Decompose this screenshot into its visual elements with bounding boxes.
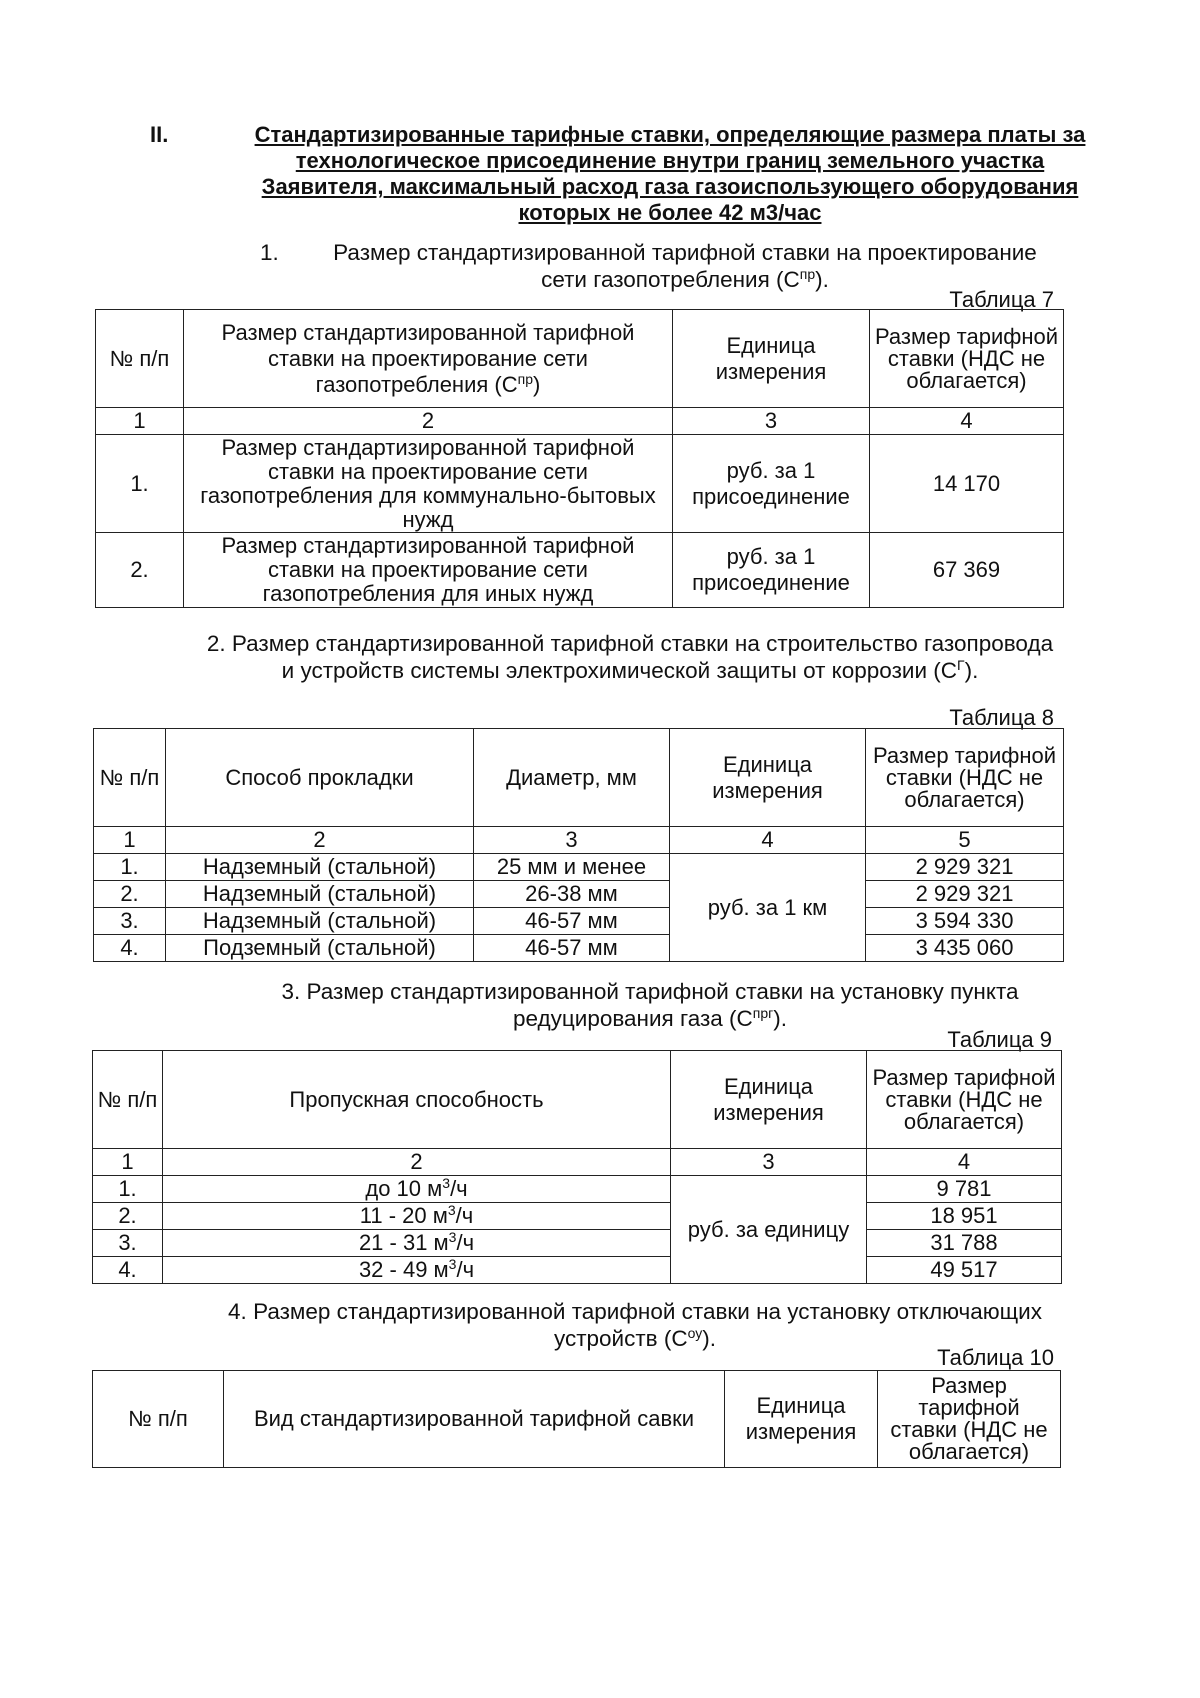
index-cell: 3	[671, 1149, 867, 1176]
subsection-1-line2: сети газопотребления $(С^{пр})$.	[541, 266, 829, 292]
subsection-2-line2: и устройств системы электрохимической защиты от коррозии $(С^Г)$.	[281, 657, 979, 683]
section-title-line: которых не более 42 м3/час	[518, 200, 822, 225]
section-title-line: Стандартизированные тарифные ставки, определяющие размера платы за	[254, 122, 1086, 147]
row-number: 2.	[94, 881, 166, 908]
table-row	[96, 435, 1064, 533]
rate-value: 67 369	[870, 533, 1064, 608]
rate-value: 31 788	[867, 1230, 1062, 1257]
tariff-name-header: Размер стандартизированной тарифной ставки на проектирование сети газопотребления $(С^{пр})$	[184, 310, 673, 408]
laying-method: Надземный (стальной)	[166, 881, 474, 908]
tariff-name: Размер стандартизированной тарифной ставки на проектирование сети газопотребления для коммунально-бытовых нужд	[184, 435, 673, 533]
diameter: 46-57 мм	[474, 908, 670, 935]
index-cell: 2	[163, 1149, 671, 1176]
rate-header: Размер тарифной ставки (НДС не облагается)	[866, 729, 1064, 827]
table-7-index-row	[96, 408, 1064, 435]
table-row	[93, 1176, 1062, 1203]
subsection-3-line1: 3. Размер стандартизированной тарифной ставки на установку пункта	[281, 979, 1019, 1004]
table-row	[93, 1203, 1062, 1230]
table-row	[94, 881, 1064, 908]
row-number: 4.	[94, 935, 166, 962]
index-cell: 2	[184, 408, 673, 435]
laying-method: Надземный (стальной)	[166, 854, 474, 881]
index-cell: 4	[867, 1149, 1062, 1176]
index-cell: 1	[94, 827, 166, 854]
table-10	[92, 1370, 1061, 1468]
table-10-caption: Таблица 10	[937, 1345, 1054, 1370]
subsection-1-heading	[320, 239, 1050, 293]
unit-header: Единица измерения	[670, 729, 866, 827]
unit-header: Единица измерения	[671, 1051, 867, 1149]
capacity: 32 - 49 $м^3/ч$	[163, 1257, 671, 1284]
table-7	[95, 309, 1064, 608]
section-number: II.	[150, 122, 169, 147]
subsection-4-line2: устройств $(С^{оу})$.	[553, 1325, 717, 1351]
index-cell: 3	[673, 408, 870, 435]
unit: руб. за 1 присоединение	[673, 533, 870, 608]
table-9-caption: Таблица 9	[947, 1027, 1052, 1052]
index-cell: 1	[93, 1149, 163, 1176]
table-row	[93, 1257, 1062, 1284]
rate-value: 49 517	[867, 1257, 1062, 1284]
row-number: 1.	[96, 435, 184, 533]
row-number: 1.	[93, 1176, 163, 1203]
unit: руб. за 1 км	[670, 854, 866, 962]
rate-header: Размер тарифной ставки (НДС не облагается)	[867, 1051, 1062, 1149]
rate-value: 3 435 060	[866, 935, 1064, 962]
unit-header: Единица измерения	[673, 310, 870, 408]
subsection-2-line1: 2. Размер стандартизированной тарифной ставки на строительство газопровода	[206, 631, 1054, 656]
table-row	[93, 1230, 1062, 1257]
row-number: 3.	[94, 908, 166, 935]
table-row	[94, 908, 1064, 935]
index-cell: 5	[866, 827, 1064, 854]
laying-method: Надземный (стальной)	[166, 908, 474, 935]
capacity: 21 - 31 $м^3/ч$	[163, 1230, 671, 1257]
index-cell: 3	[474, 827, 670, 854]
section-title-line: технологическое присоединение внутри границ земельного участка	[295, 148, 1045, 173]
laying-method: Подземный (стальной)	[166, 935, 474, 962]
diameter-header: Диаметр, мм	[474, 729, 670, 827]
capacity: до 10 $м^3/ч$	[163, 1176, 671, 1203]
table-row	[94, 854, 1064, 881]
subsection-1-line1: Размер стандартизированной тарифной ставки на проектирование	[333, 240, 1037, 265]
diameter: 25 мм и менее	[474, 854, 670, 881]
diameter: 46-57 мм	[474, 935, 670, 962]
table-8-header-row	[94, 729, 1064, 827]
table-8	[93, 728, 1064, 962]
capacity-header: Пропускная способность	[163, 1051, 671, 1149]
unit-header: Единица измерения	[725, 1371, 878, 1468]
row-number: 3.	[93, 1230, 163, 1257]
section-title	[220, 122, 1120, 226]
index-cell: 2	[166, 827, 474, 854]
subsection-4-heading	[210, 1298, 1060, 1352]
table-9	[92, 1050, 1062, 1284]
rate-header: Размер тарифной ставки (НДС не облагается)	[870, 310, 1064, 408]
row-number: 1.	[94, 854, 166, 881]
index-cell: 4	[870, 408, 1064, 435]
subsection-3-heading	[270, 978, 1030, 1032]
rate-value: 14 170	[870, 435, 1064, 533]
section-title-line: Заявителя, максимальный расход газа газоиспользующего оборудования	[261, 174, 1079, 199]
unit: руб. за 1 присоединение	[673, 435, 870, 533]
num-header: № п/п	[93, 1051, 163, 1149]
rate-value: 18 951	[867, 1203, 1062, 1230]
num-header: № п/п	[96, 310, 184, 408]
rate-header: Размер тарифной ставки (НДС не облагается)	[878, 1371, 1061, 1468]
num-header: № п/п	[93, 1371, 224, 1468]
table-10-header-row	[93, 1371, 1061, 1468]
capacity: 11 - 20 $м^3/ч$	[163, 1203, 671, 1230]
table-7-caption: Таблица 7	[949, 287, 1054, 312]
subsection-3-line2: редуцирования газа $(С^{прг})$.	[512, 1005, 788, 1031]
index-cell: 4	[670, 827, 866, 854]
rate-value: 2 929 321	[866, 854, 1064, 881]
laying-method-header: Способ прокладки	[166, 729, 474, 827]
tariff-name: Размер стандартизированной тарифной ставки на проектирование сети газопотребления для иных нужд	[184, 533, 673, 608]
row-number: 4.	[93, 1257, 163, 1284]
table-9-header-row	[93, 1051, 1062, 1149]
subsection-2-heading	[200, 630, 1060, 684]
table-row	[96, 533, 1064, 608]
tariff-type-header: Вид стандартизированной тарифной савки	[224, 1371, 725, 1468]
index-cell: 1	[96, 408, 184, 435]
subsection-1-number: 1.	[260, 240, 279, 265]
table-9-index-row	[93, 1149, 1062, 1176]
table-8-caption: Таблица 8	[949, 705, 1054, 730]
unit: руб. за единицу	[671, 1176, 867, 1284]
subsection-4-line1: 4. Размер стандартизированной тарифной ставки на установку отключающих	[228, 1299, 1042, 1324]
table-row	[94, 935, 1064, 962]
row-number: 2.	[96, 533, 184, 608]
diameter: 26-38 мм	[474, 881, 670, 908]
table-7-header-row	[96, 310, 1064, 408]
rate-value: 9 781	[867, 1176, 1062, 1203]
rate-value: 2 929 321	[866, 881, 1064, 908]
rate-value: 3 594 330	[866, 908, 1064, 935]
row-number: 2.	[93, 1203, 163, 1230]
num-header: № п/п	[94, 729, 166, 827]
table-8-index-row	[94, 827, 1064, 854]
